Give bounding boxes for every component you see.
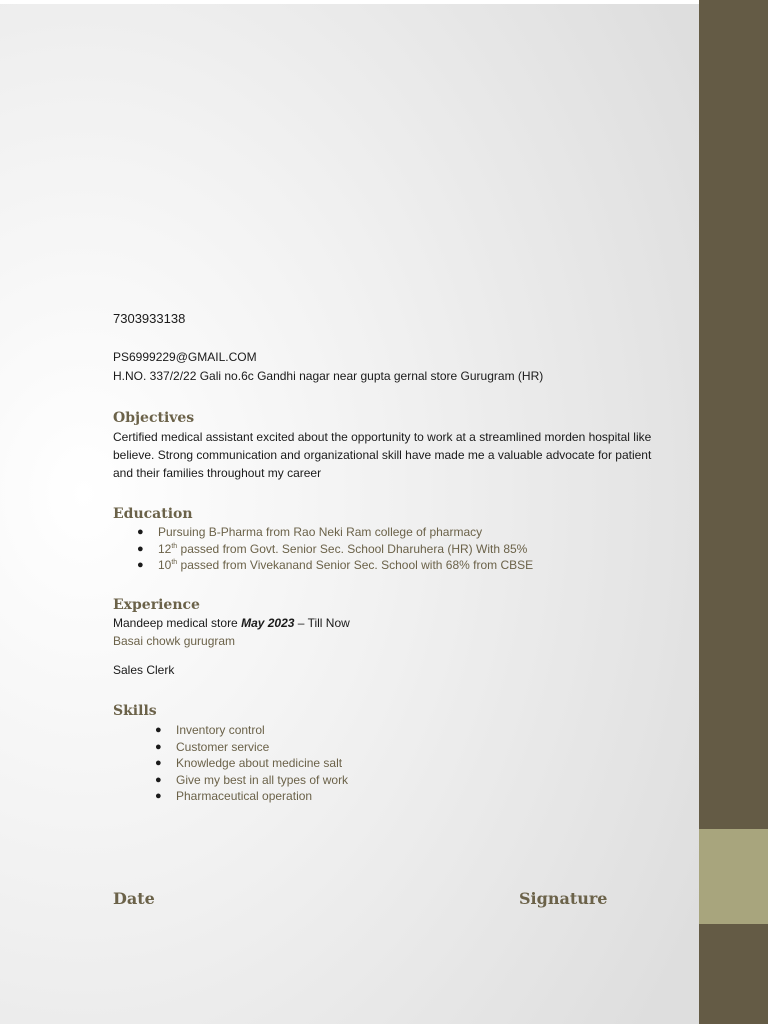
skill-item: ● Inventory control — [155, 723, 265, 737]
document-sheet — [0, 4, 699, 1024]
bullet-icon: ● — [137, 526, 144, 538]
bullet-icon: ● — [155, 773, 162, 786]
bullet-icon: ● — [155, 724, 162, 736]
experience-employer-line — [113, 614, 350, 632]
signature-label: Signature — [519, 889, 608, 908]
bullet-icon: ● — [155, 790, 162, 802]
experience-role: Sales Clerk — [113, 663, 175, 677]
skills-list — [155, 722, 349, 805]
contact-address: H.NO. 337/2/22 Gali no.6c Gandhi nagar near gupta gernal store Gurugram (HR) — [113, 369, 544, 383]
experience-location: Basai chowk gurugram — [113, 634, 236, 648]
objectives-line: Certified medical assistant excited about the opportunity to work at a streamlined morden hospital like — [113, 430, 652, 444]
skill-item: ● Customer service — [155, 739, 270, 754]
skill-item: ● Knowledge about medicine salt — [155, 756, 343, 770]
objectives-line: believe. Strong communication and organizational skill have made me a valuable advocate for patient — [113, 448, 652, 462]
date-label: Date — [113, 889, 155, 908]
experience-heading: Experience — [113, 597, 200, 613]
education-item: ● 10th passed from Vivekanand Senior Sec. School with 68% from CBSE — [137, 558, 534, 572]
skill-item: ● Give my best in all types of work — [155, 772, 349, 787]
bullet-icon: ● — [137, 559, 144, 571]
education-heading: Education — [113, 506, 193, 522]
contact-email: PS6999229@GMAIL.COM — [113, 350, 257, 364]
objectives-line: and their families throughout my career — [113, 466, 322, 480]
sidebar-band-top — [699, 0, 768, 829]
objectives-text — [113, 428, 651, 482]
bullet-icon: ● — [155, 740, 162, 753]
skill-item: ● Pharmaceutical operation — [155, 789, 313, 803]
education-item: ● Pursuing B-Pharma from Rao Neki Ram college of pharmacy — [137, 525, 483, 539]
objectives-heading: Objectives — [113, 410, 195, 426]
experience-start: May 2023 — [241, 616, 295, 630]
contact-phone: 7303933138 — [113, 311, 186, 326]
experience-employer: Mandeep medical store — [113, 616, 238, 630]
education-item: ● 12th passed from Govt. Senior Sec. School Dharuhera (HR) With 85% — [137, 541, 528, 556]
bullet-icon: ● — [137, 542, 144, 555]
education-list — [137, 524, 534, 574]
skills-heading: Skills — [113, 703, 157, 719]
bullet-icon: ● — [155, 757, 162, 769]
sidebar-band-accent — [699, 829, 768, 924]
sidebar-band-bottom — [699, 924, 768, 1024]
experience-end: – Till Now — [294, 616, 350, 630]
